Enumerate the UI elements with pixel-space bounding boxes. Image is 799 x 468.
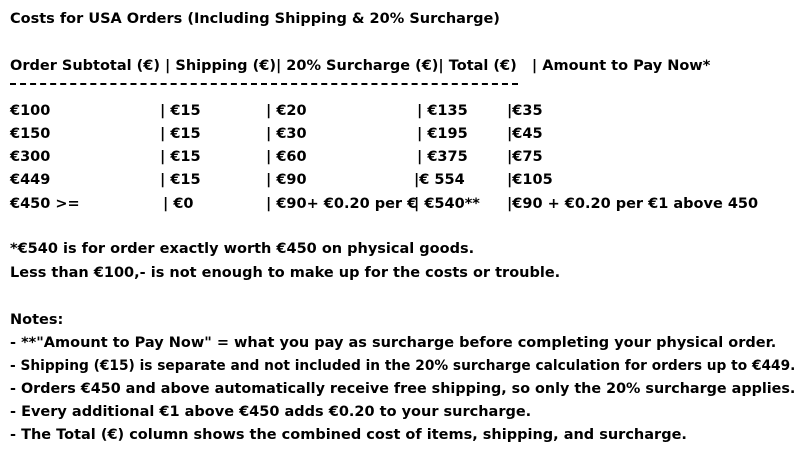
surcharge-cell: | €60 [266,149,307,165]
table-divider [10,83,518,85]
shipping-cell: | €15 [160,172,201,188]
amount-to-pay-cell: |€75 [507,149,543,165]
surcharge-cell: | €90+ €0.20 per € [266,196,418,212]
amount-to-pay-cell: |€35 [507,103,543,119]
table-row [0,171,799,191]
surcharge-cell: | €90 [266,172,307,188]
order-subtotal-cell: €100 [10,103,51,119]
order-subtotal-cell: €150 [10,126,51,142]
total-cell: | €195 [417,126,468,142]
table-header: Order Subtotal (€) | Shipping (€)| 20% Surcharge (€)| Total (€) | Amount to Pay Now* [10,58,711,74]
note-item: - The Total (€) column shows the combined cost of items, shipping, and surcharge. [10,427,687,443]
shipping-cell: | €15 [160,126,201,142]
surcharge-cell: | €20 [266,103,307,119]
order-subtotal-cell: €300 [10,149,51,165]
shipping-cell: | €15 [160,103,201,119]
surcharge-cell: | €30 [266,126,307,142]
table-row [0,102,799,122]
order-subtotal-cell: €450 >= [10,196,80,212]
amount-to-pay-cell: |€45 [507,126,543,142]
table-row [0,195,799,215]
total-cell: | €375 [417,149,468,165]
table-row [0,125,799,145]
note-item: - **"Amount to Pay Now" = what you pay as surcharge before completing your physical order. [10,335,777,351]
table-row [0,148,799,168]
total-cell: | €540** [414,196,480,212]
note-item: - Shipping (€15) is separate and not included in the 20% surcharge calculation for orders up to €449. [10,358,796,374]
notes-heading: Notes: [10,312,64,328]
shipping-cell: | €15 [160,149,201,165]
total-cell: |€ 554 [414,172,465,188]
note-item: - Orders €450 and above automatically receive free shipping, so only the 20% surcharge applies. [10,381,796,397]
shipping-cell: | €0 [163,196,194,212]
note-item: - Every additional €1 above €450 adds €0.20 to your surcharge. [10,404,532,420]
order-subtotal-cell: €449 [10,172,51,188]
footnote: Less than €100,- is not enough to make up for the costs or trouble. [10,265,561,281]
amount-to-pay-cell: |€90 + €0.20 per €1 above 450 [507,196,759,212]
footnote: *€540 is for order exactly worth €450 on physical goods. [10,241,475,257]
total-cell: | €135 [417,103,468,119]
page-title: Costs for USA Orders (Including Shipping & 20% Surcharge) [10,11,500,27]
amount-to-pay-cell: |€105 [507,172,553,188]
